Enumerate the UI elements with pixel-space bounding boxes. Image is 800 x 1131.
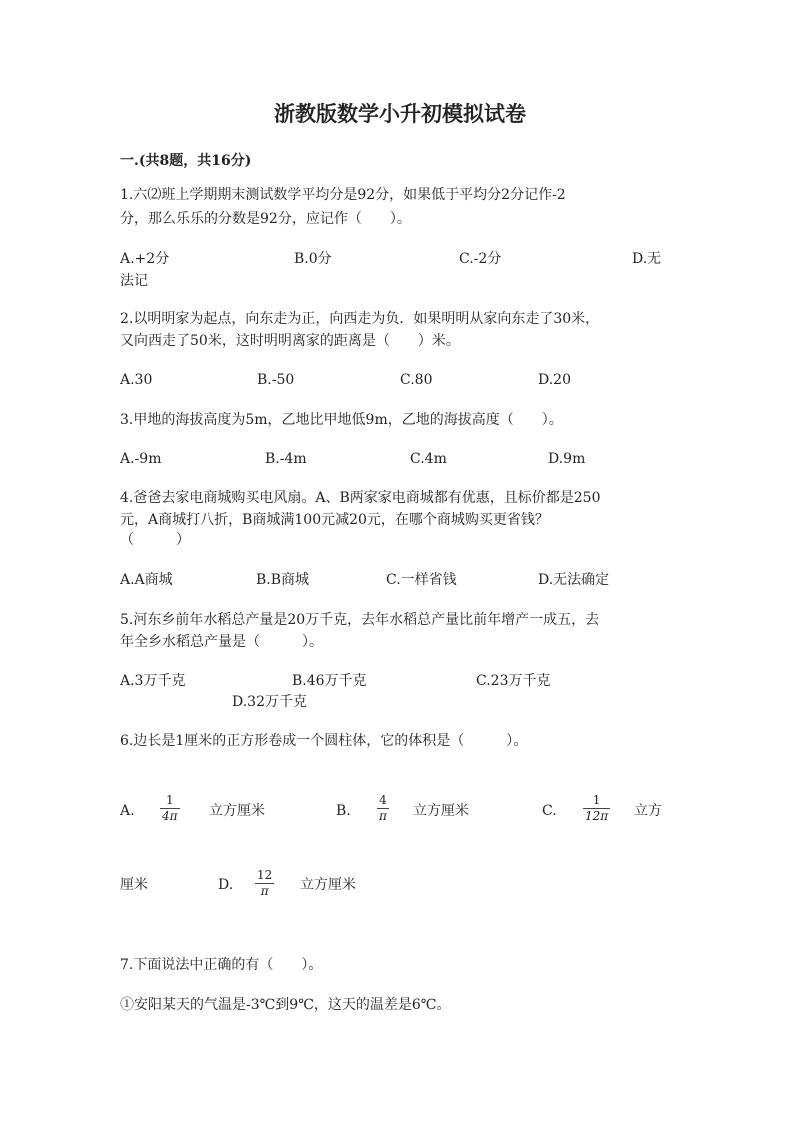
question-7-statement-1: ①安阳某天的气温是-3℃到9℃，这天的温差是6℃。 bbox=[120, 997, 451, 1013]
question-3-option-a: A.-9m bbox=[120, 451, 162, 467]
question-6-option-c-fraction bbox=[583, 793, 610, 824]
question-1-option-c: C.-2分 bbox=[459, 251, 502, 267]
fraction-numerator: 1 bbox=[592, 793, 601, 807]
question-6-option-a-label: A. bbox=[120, 803, 135, 819]
question-4-line-3: （ ） bbox=[120, 532, 190, 548]
question-2-option-c: C.80 bbox=[400, 372, 433, 388]
question-4-option-b: B.B商城 bbox=[256, 572, 310, 588]
fraction-denominator: 4π bbox=[162, 809, 178, 823]
question-4-option-d: D.无法确定 bbox=[538, 572, 610, 588]
question-6-option-a-unit: 立方厘米 bbox=[209, 803, 265, 819]
question-6-option-c-unit-cont: 厘米 bbox=[120, 877, 148, 893]
question-6-option-b-label: B. bbox=[336, 803, 351, 819]
question-3-option-b: B.-4m bbox=[265, 451, 307, 467]
question-4-option-c: C.一样省钱 bbox=[386, 572, 457, 588]
question-6-option-b-fraction bbox=[377, 793, 389, 824]
question-6-option-c-label: C. bbox=[542, 803, 557, 819]
question-1-option-b: B.0分 bbox=[294, 251, 332, 267]
question-4-line-2: 元，A商城打八折，B商城满100元减20元，在哪个商城购买更省钱？ bbox=[120, 512, 549, 528]
question-2-option-d: D.20 bbox=[538, 372, 571, 388]
question-3-option-c: C.4m bbox=[410, 451, 447, 467]
question-5-option-c: C.23万千克 bbox=[476, 673, 551, 689]
question-6-option-b-unit: 立方厘米 bbox=[413, 803, 469, 819]
question-5-option-a: A.3万千克 bbox=[120, 673, 186, 689]
question-4-option-a: A.A商城 bbox=[120, 572, 173, 588]
question-5-line-1: 5.河东乡前年水稻总产量是20万千克，去年水稻总产量比前年增产一成五，去 bbox=[120, 612, 600, 628]
question-6-line-1: 6.边长是1厘米的正方形卷成一个圆柱体，它的体积是（ ）。 bbox=[120, 733, 528, 749]
question-4-line-1: 4.爸爸去家电商城购买电风扇。A、B两家家电商城都有优惠，且标价都是250 bbox=[120, 490, 601, 506]
question-1-option-a: A.+2分 bbox=[120, 251, 170, 267]
question-7-line-1: 7.下面说法中正确的有（ ）。 bbox=[120, 957, 323, 973]
question-6-option-d-label: D. bbox=[218, 877, 234, 893]
fraction-numerator: 1 bbox=[165, 793, 174, 807]
fraction-denominator: π bbox=[260, 884, 269, 898]
question-2-option-a: A.30 bbox=[120, 372, 153, 388]
question-6-option-a-fraction bbox=[160, 793, 180, 824]
fraction-numerator: 4 bbox=[379, 793, 387, 807]
question-6-option-c-unit: 立方 bbox=[634, 803, 662, 819]
question-3-option-d: D.9m bbox=[548, 451, 586, 467]
question-2-line-2: 又向西走了50米，这时明明离家的距离是（ ）米。 bbox=[120, 333, 460, 349]
fraction-numerator: 12 bbox=[257, 868, 273, 882]
fraction-denominator: π bbox=[379, 809, 387, 823]
question-2-line-1: 2.以明明家为起点，向东走为正，向西走为负．如果明明从家向东走了30米， bbox=[120, 311, 600, 327]
question-2-option-b: B.-50 bbox=[257, 372, 295, 388]
section-heading: 一.(共8题，共16分) bbox=[120, 153, 252, 169]
fraction-denominator: 12π bbox=[585, 809, 609, 823]
question-5-line-2: 年全乡水稻总产量是（ ）。 bbox=[120, 634, 323, 650]
question-1-option-d-cont: 法记 bbox=[120, 273, 148, 289]
page-title: 浙教版数学小升初模拟试卷 bbox=[274, 101, 526, 126]
question-6-option-d-unit: 立方厘米 bbox=[300, 877, 356, 893]
question-5-option-d: D.32万千克 bbox=[232, 694, 307, 710]
question-1-line-2: 分，那么乐乐的分数是92分，应记作（ ）。 bbox=[120, 211, 411, 227]
question-6-option-d-fraction bbox=[255, 868, 274, 899]
question-3-line-1: 3.甲地的海拔高度为5m，乙地比甲地低9m，乙地的海拔高度（ ）。 bbox=[120, 412, 563, 428]
question-5-option-b: B.46万千克 bbox=[292, 673, 367, 689]
question-1-line-1: 1.六⑵班上学期期末测试数学平均分是92分，如果低于平均分2分记作-2 bbox=[120, 187, 566, 203]
question-1-option-d: D.无 bbox=[632, 251, 662, 267]
